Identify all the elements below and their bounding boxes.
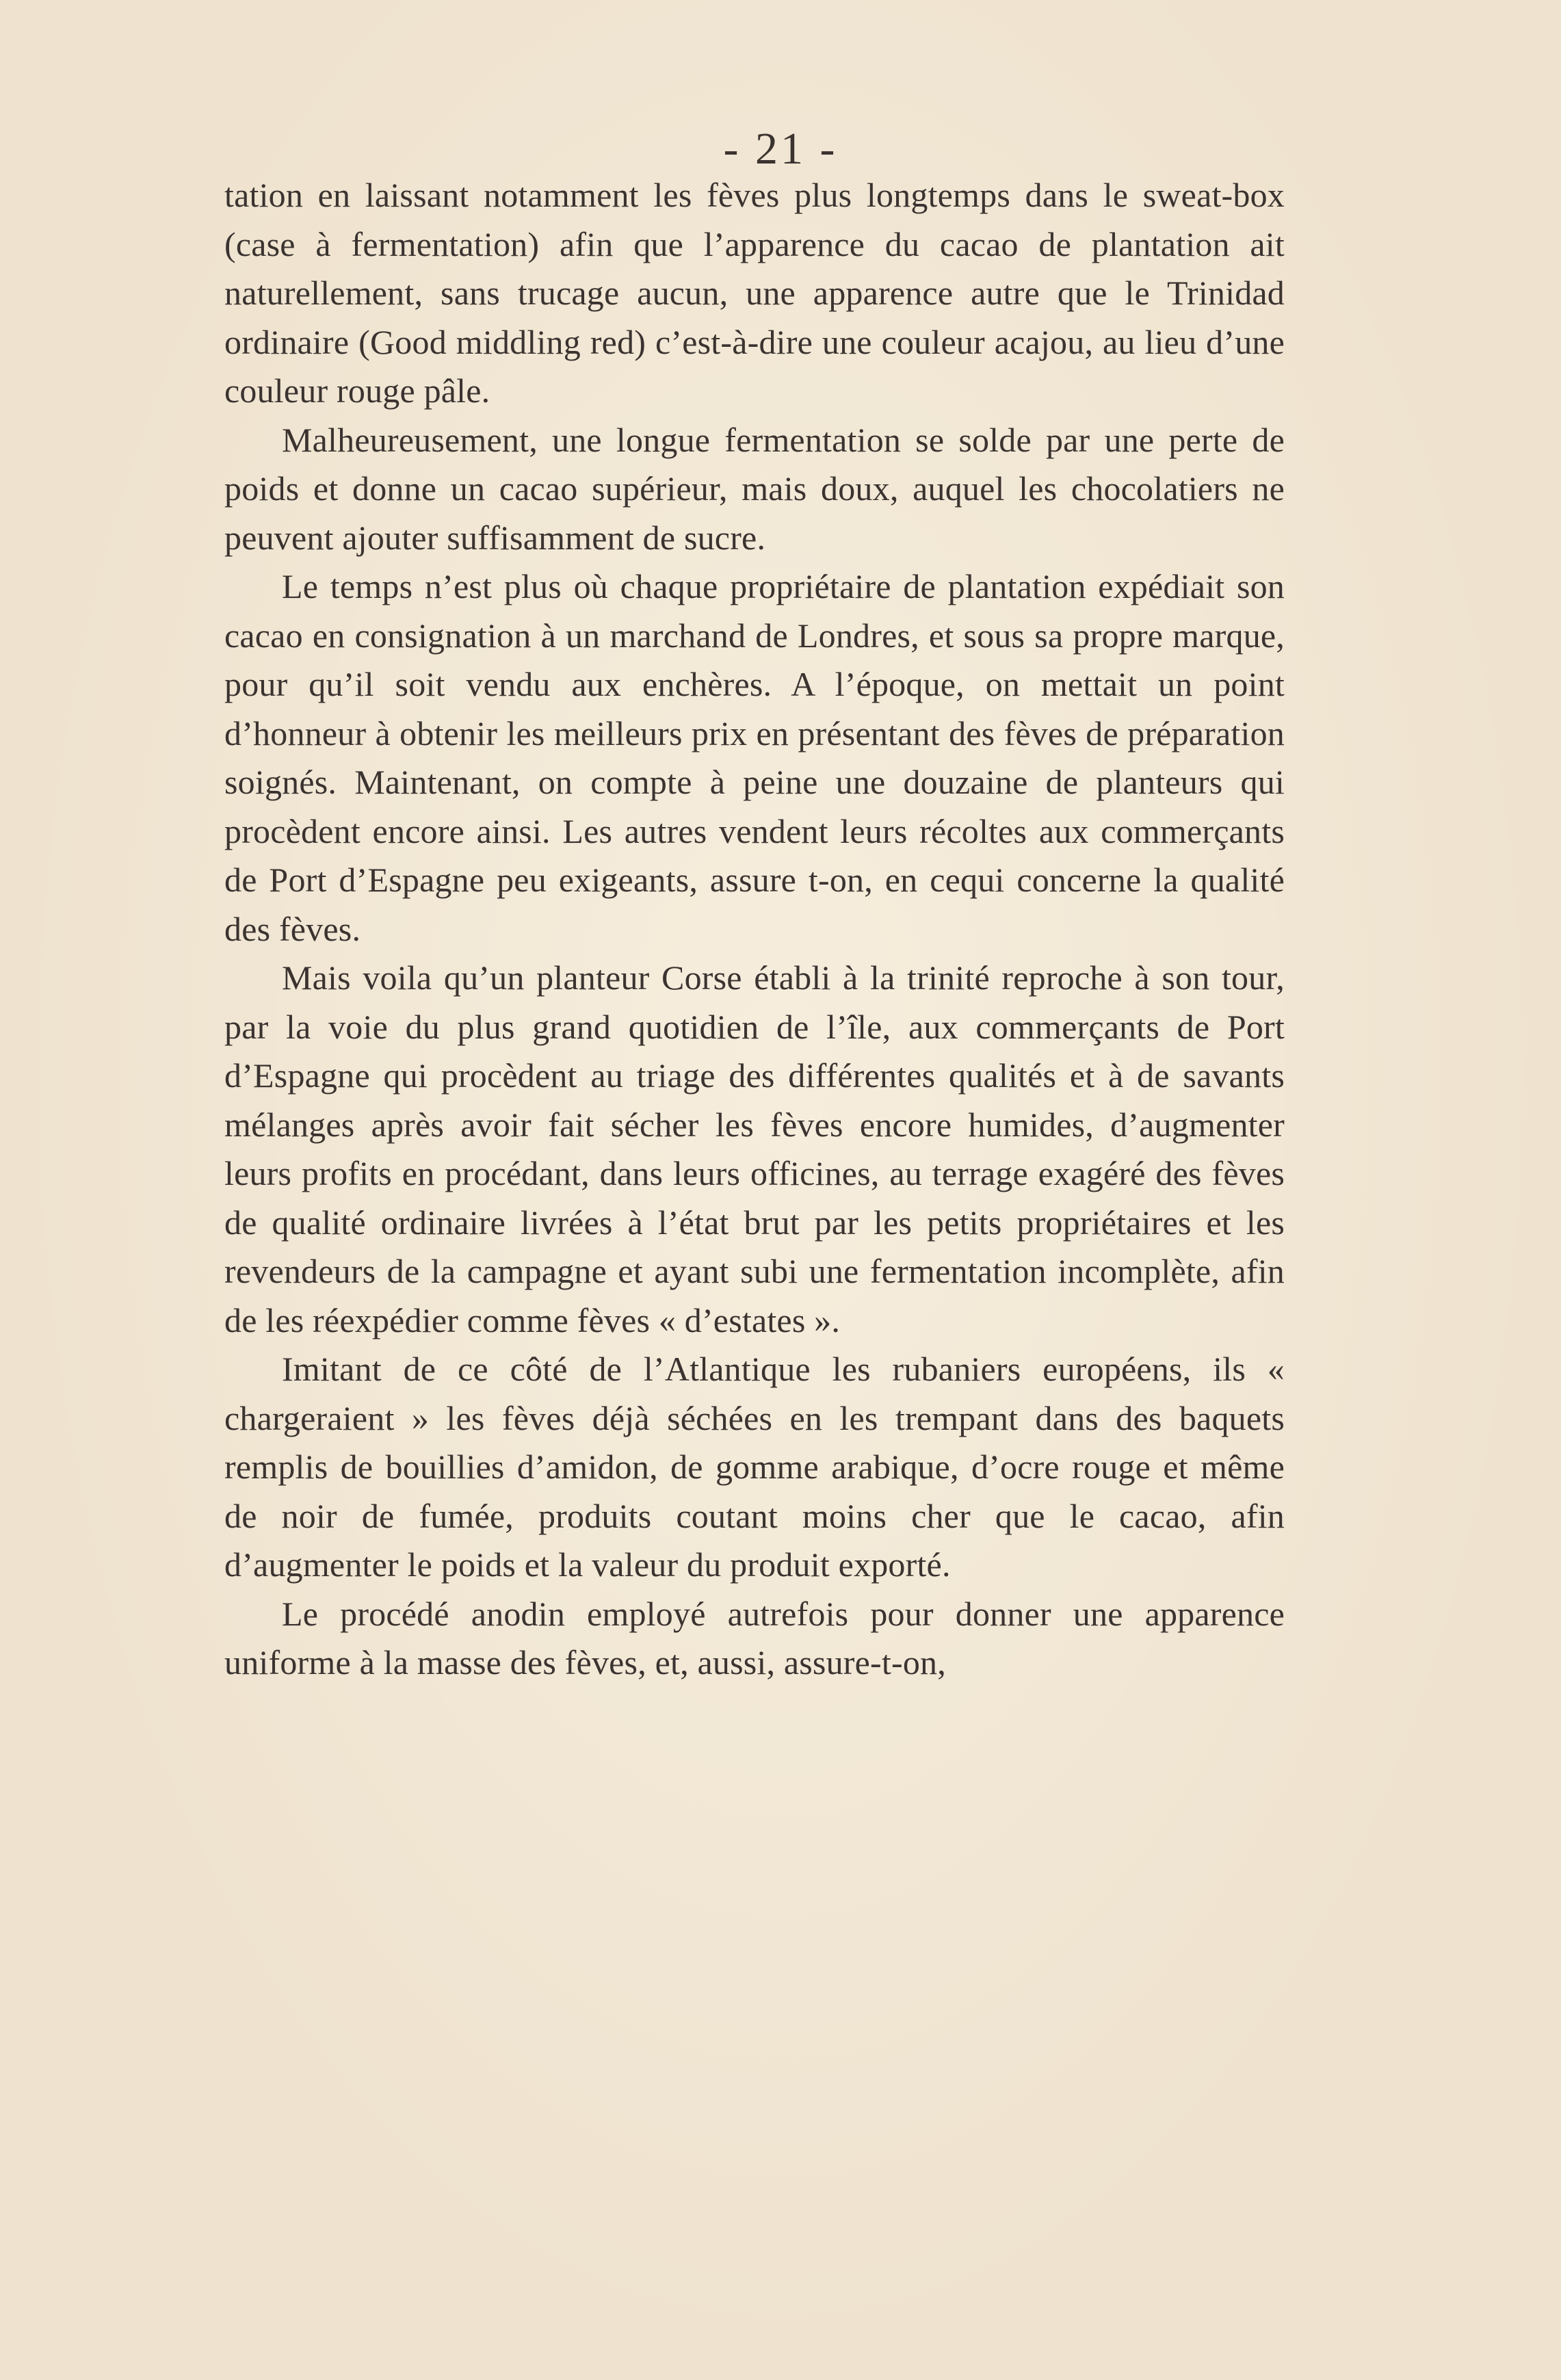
page-number: - 21 - (723, 124, 838, 174)
body-text (224, 171, 1285, 1688)
paragraph: Mais voila qu’un planteur Corse établi à la trinité reproche à son tour, par la voie du plus grand quotidien de l’île, aux commerçants de Port d’Espagne qui procèdent au triage des différentes qualités et à de savants mélanges après avoir fait sécher les fèves encore humides, d’augmenter leurs profits en procédant, dans leurs officines, au terrage exagéré des fèves de qualité ordinaire livrées à l’état brut par les petits propriétaires et les revendeurs de la campagne et ayant subi une fermentation incomplète, afin de les réexpédier comme fèves « d’estates ». (224, 958, 1285, 1339)
paragraph: Malheureusement, une longue fermentation se solde par une perte de poids et donne un cacao supérieur, mais doux, auquel les chocolatiers ne peuvent ajouter suffisamment de sucre. (224, 420, 1285, 557)
paragraph: Imitant de ce côté de l’Atlantique les rubaniers européens, ils « chargeraient » les fèves déjà séchées en les trempant dans des baquets remplis de bouillies d’amidon, de gomme arabique, d’ocre rouge et même de noir de fumée, produits coutant moins cher que le cacao, afin d’augmenter le poids et la valeur du produit exporté. (224, 1350, 1285, 1584)
paragraph: Le temps n’est plus où chaque propriétaire de plantation expédiait son cacao en consignation à un marchand de Londres, et sous sa propre marque, pour qu’il soit vendu aux enchères. A l’époque, on mettait un point d’honneur à obtenir les meilleurs prix en présentant des fèves de préparation soignés. Maintenant, on compte à peine une douzaine de planteurs qui procèdent encore ainsi. Les autres vendent leurs récoltes aux commerçants de Port d’Espagne peu exigeants, assure t-on, en cequi concerne la qualité des fèves. (224, 567, 1285, 948)
paragraph-continued: tation en laissant notamment les fèves plus longtemps dans le sweat-box (case à fermentation) afin que l’apparence du cacao de plantation ait naturellement, sans trucage aucun, une apparence autre que le Trinidad ordinaire (Good middling red) c’est-à-dire une couleur acajou, au lieu d’une couleur rouge pâle. (224, 176, 1285, 410)
paragraph-continues: Le procédé anodin employé autrefois pour donner une apparence uniforme à la masse des fèves, et, aussi, assure-t-on, (224, 1594, 1285, 1682)
